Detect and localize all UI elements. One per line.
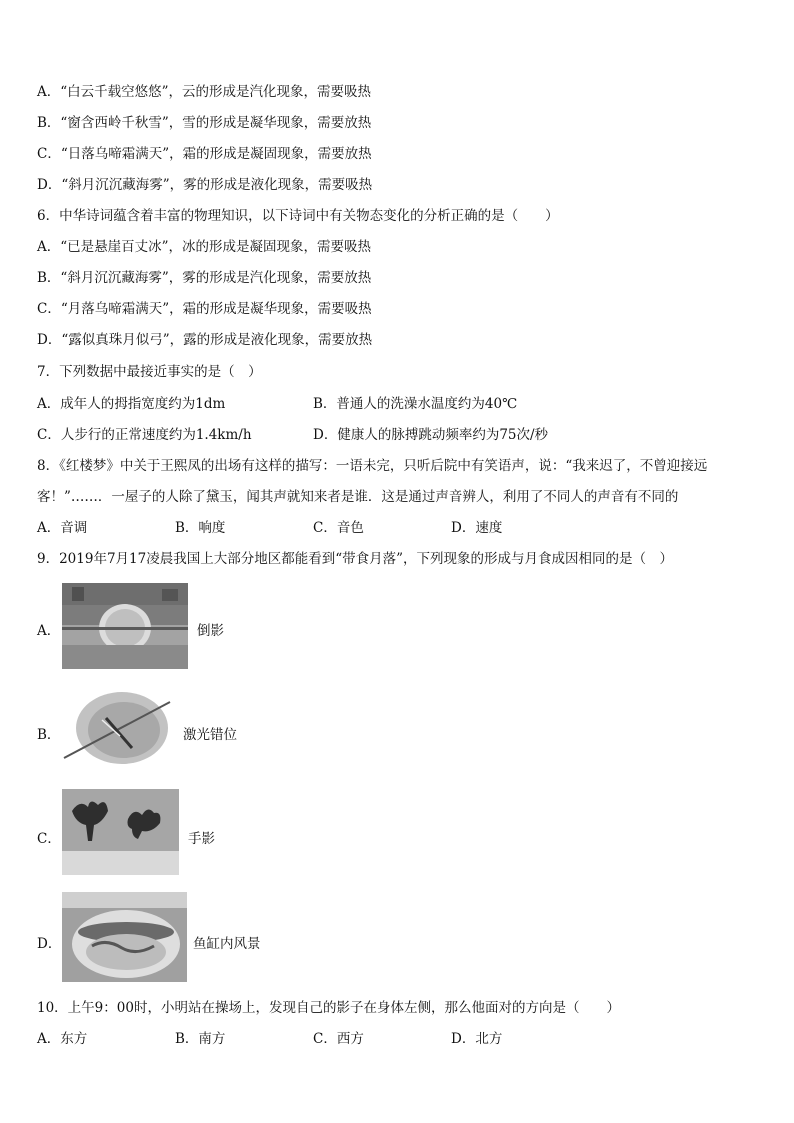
q10-stem: 10．上午9：00时，小明站在操场上，发现自己的影子在身体左侧，那么他面对的方向是（ ） <box>37 1000 620 1016</box>
q5-option-a: A．“白云千载空悠悠”，云的形成是汽化现象，需要吸热 <box>37 84 372 100</box>
q8-option-d: D．速度 <box>451 520 503 536</box>
q5-option-c: C．“日落乌啼霜满天”，霜的形成是凝固现象，需要放热 <box>37 146 372 162</box>
q9-option-d-letter: D． <box>37 936 62 952</box>
fish-tank-picture <box>62 892 187 982</box>
q9-option-b-caption: 激光错位 <box>183 727 237 743</box>
q9-option-c-image <box>62 789 179 875</box>
hand-shadow-picture <box>62 789 179 875</box>
q9-option-c-caption: 手影 <box>188 831 215 847</box>
q7-option-d: D．健康人的脉搏跳动频率约为75次/秒 <box>313 427 549 443</box>
q8-option-c: C．音色 <box>313 520 364 536</box>
q5-option-d: D．“斜月沉沉藏海雾”，雾的形成是液化现象，需要吸热 <box>37 177 373 193</box>
q7-option-b: B．普通人的洗澡水温度约为40℃ <box>313 396 518 412</box>
q7-stem: 7．下列数据中最接近事实的是（ ） <box>37 364 262 380</box>
q9-option-b-image <box>62 688 174 770</box>
q6-option-a: A．“已是悬崖百丈冰”，冰的形成是凝固现象，需要吸热 <box>37 239 372 255</box>
q9-option-a-image <box>62 583 188 669</box>
q9-option-b-letter: B． <box>37 727 61 743</box>
bridge-reflection-picture <box>62 583 188 669</box>
q8-stem-line1: 8．《红楼梦》中关于王熙凤的出场有这样的描写：一语未完，只听后院中有笑语声，说：“我来迟了，不曾迎接远 <box>37 458 708 474</box>
q6-option-c: C．“月落乌啼霜满天”，霜的形成是凝华现象，需要吸热 <box>37 301 372 317</box>
q6-stem: 6．中华诗词蕴含着丰富的物理知识，以下诗词中有关物态变化的分析正确的是（ ） <box>37 208 559 224</box>
q9-option-d-caption: 鱼缸内风景 <box>193 936 261 952</box>
q7-option-c: C．人步行的正常速度约为1.4km/h <box>37 427 252 443</box>
q5-option-b: B．“窗含西岭千秋雪”，雪的形成是凝华现象，需要放热 <box>37 115 372 131</box>
q9-option-a-letter: A． <box>37 623 61 639</box>
q10-option-c: C．西方 <box>313 1031 364 1047</box>
q8-stem-line2: 客！”……．一屋子的人除了黛玉，闻其声就知来者是谁．这是通过声音辨人，利用了不同人的声音有不同的 <box>37 489 679 505</box>
q9-option-c-letter: C． <box>37 831 61 847</box>
q9-option-d-image <box>62 892 187 982</box>
q9-stem: 9．2019年7月17凌晨我国上大部分地区都能看到“带食月落”，下列现象的形成与月食成因相同的是（ ） <box>37 551 674 567</box>
q6-option-b: B．“斜月沉沉藏海雾”，雾的形成是汽化现象，需要放热 <box>37 270 372 286</box>
q9-option-a-caption: 倒影 <box>197 623 224 639</box>
laser-picture <box>62 688 174 770</box>
q10-option-d: D．北方 <box>451 1031 503 1047</box>
q6-option-d: D．“露似真珠月似弓”，露的形成是液化现象，需要放热 <box>37 332 373 348</box>
q8-option-a: A．音调 <box>37 520 88 536</box>
q8-option-b: B．响度 <box>175 520 226 536</box>
q10-option-b: B．南方 <box>175 1031 226 1047</box>
q7-option-a: A．成年人的拇指宽度约为1dm <box>37 396 226 412</box>
q10-option-a: A．东方 <box>37 1031 88 1047</box>
